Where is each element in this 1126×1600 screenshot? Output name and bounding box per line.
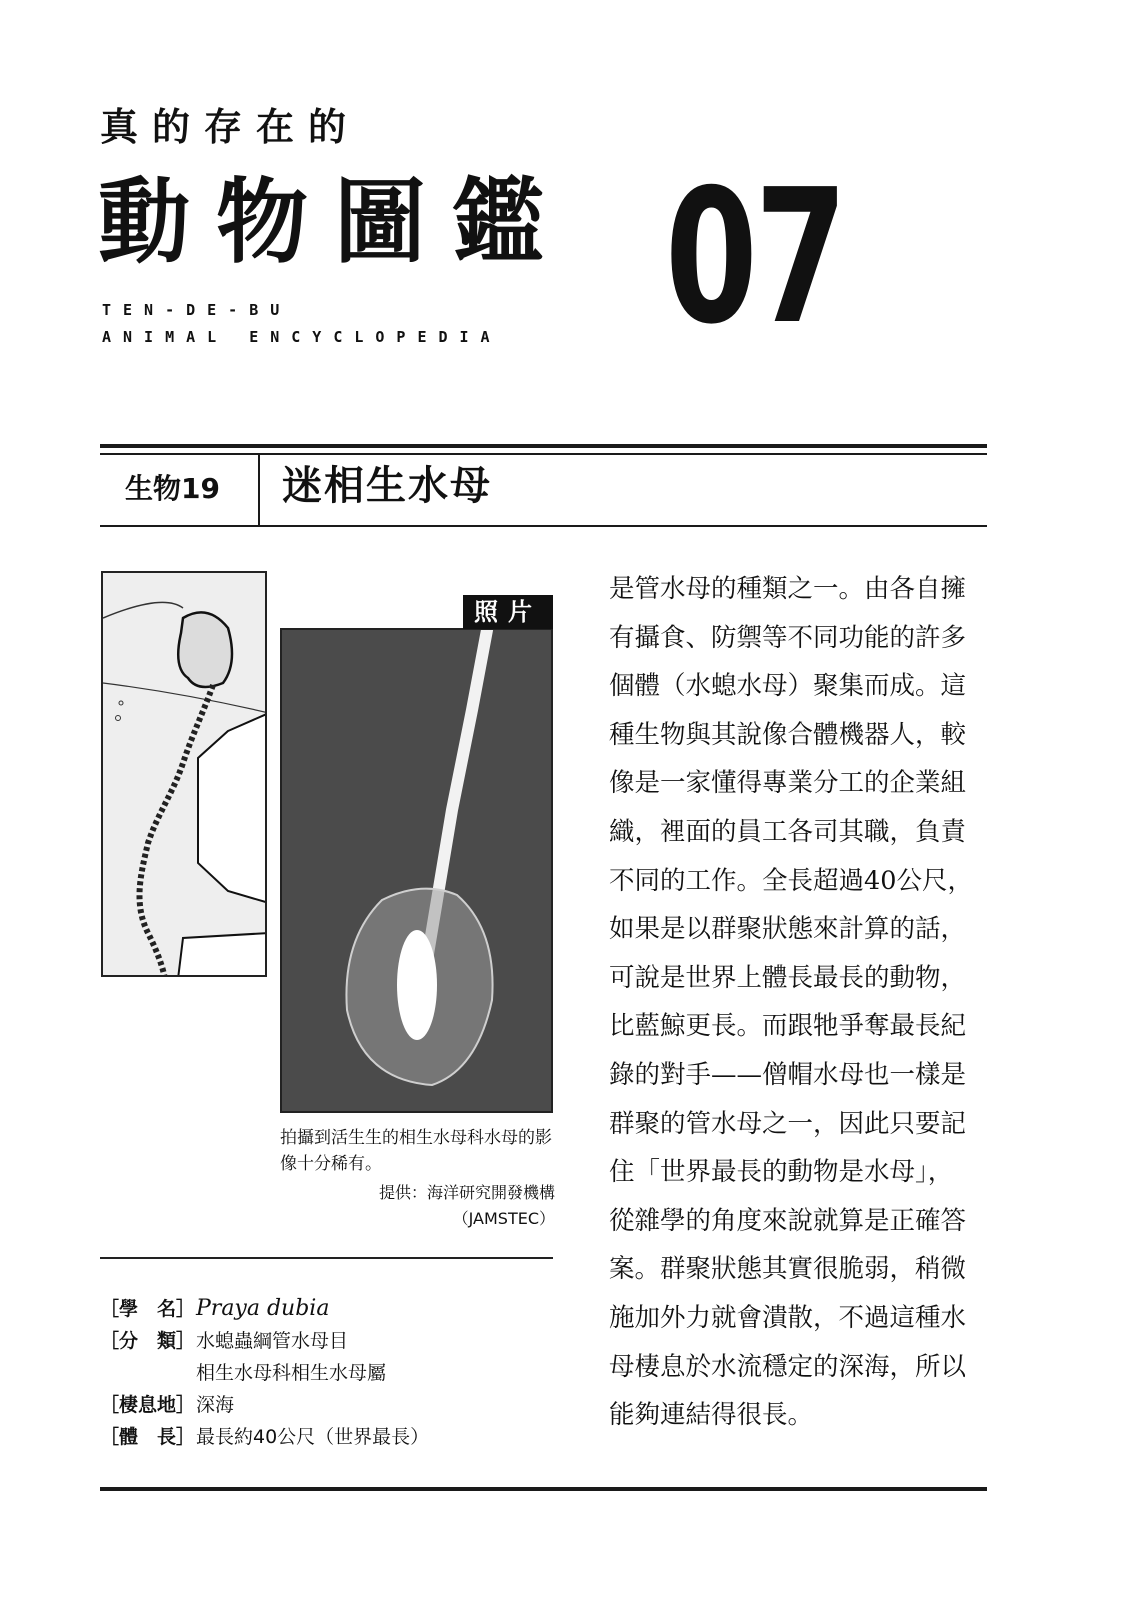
- info-table: [100, 1293, 429, 1453]
- volume-number: 07: [665, 149, 845, 365]
- info-label: ［學 名］: [100, 1298, 196, 1320]
- photo-tag: 照片: [463, 595, 553, 629]
- body-line: 錄的對手——僧帽水母也一樣是: [609, 1059, 967, 1090]
- footer-rule: [100, 1487, 987, 1491]
- info-label: [100, 1357, 196, 1389]
- body-line: 案。群聚狀態其實很脆弱，稍微: [609, 1254, 967, 1285]
- info-row-habitat: [100, 1389, 429, 1421]
- body-line: 群聚的管水母之一，因此只要記: [609, 1108, 967, 1139]
- jellyfish-drawing-icon: [103, 573, 267, 977]
- photo-credit-org: （JAMSTEC）: [452, 1209, 555, 1228]
- info-value: 深海: [196, 1394, 235, 1416]
- entry-divider: [258, 455, 260, 527]
- info-row-classification-cont: [100, 1357, 429, 1389]
- info-label: ［體 長］: [100, 1426, 196, 1448]
- info-value: 水螅蟲綱管水母目: [196, 1330, 349, 1352]
- header-rule-thin: [100, 453, 987, 455]
- series-title: 動物圖鑑: [98, 168, 571, 276]
- info-value: Praya dubia: [196, 1296, 330, 1321]
- body-line: 比藍鯨更長。而跟牠爭奪最長紀: [609, 1011, 967, 1042]
- info-row-classification: [100, 1325, 429, 1357]
- series-english-line-1: TEN-DE-BU: [102, 301, 292, 319]
- entry-title: 迷相生水母: [282, 463, 492, 509]
- info-label: ［棲息地］: [100, 1394, 196, 1416]
- info-row-length: [100, 1421, 429, 1453]
- info-rule: [100, 1257, 553, 1259]
- body-line: 是管水母的種類之一。由各自擁: [609, 574, 967, 604]
- body-line: 織，裡面的員工各司其職，負責: [609, 816, 967, 847]
- body-line: 種生物與其說像合體機器人，較: [609, 719, 967, 750]
- series-subtitle: 真的存在的: [100, 105, 361, 149]
- body-line: 住「世界最長的動物是水母」，: [609, 1157, 954, 1188]
- body-line: 母棲息於水流穩定的深海，所以: [609, 1351, 967, 1382]
- jellyfish-photo: [280, 628, 553, 1113]
- manga-illustration: [101, 571, 267, 977]
- jellyfish-photo-image-icon: [282, 630, 553, 1113]
- body-line: 如果是以群聚狀態來計算的話，: [609, 914, 967, 945]
- body-line: 有攝食、防禦等不同功能的許多: [609, 622, 967, 653]
- body-line: 不同的工作。全長超過40公尺，: [609, 865, 973, 896]
- info-row-scientific-name: [100, 1293, 429, 1325]
- body-line: 可說是世界上體長最長的動物，: [609, 962, 967, 993]
- body-line: 像是一家懂得專業分工的企業組: [609, 768, 967, 799]
- entry-rule-bottom: [100, 525, 987, 527]
- photo-caption: 拍攝到活生生的相生水母科水母的影像十分稀有。: [280, 1128, 552, 1174]
- header-rule-thick: [100, 444, 987, 448]
- info-value: 相生水母科相生水母屬: [196, 1362, 387, 1384]
- info-value: 最長約40公尺（世界最長）: [196, 1426, 430, 1448]
- series-english-line-2: ANIMAL ENCYCLOPEDIA: [102, 328, 502, 346]
- body-line: 施加外力就會潰散，不過這種水: [609, 1302, 967, 1333]
- body-text: [609, 565, 999, 1440]
- body-line: 能夠連結得很長。: [609, 1400, 814, 1431]
- body-line: 個體（水螅水母）聚集而成。這: [609, 671, 967, 702]
- entry-number: 生物19: [125, 472, 220, 505]
- photo-credit: 提供：海洋研究開發機構: [378, 1183, 555, 1202]
- info-label: ［分 類］: [100, 1330, 196, 1352]
- body-line: 從雜學的角度來說就算是正確答: [609, 1205, 967, 1236]
